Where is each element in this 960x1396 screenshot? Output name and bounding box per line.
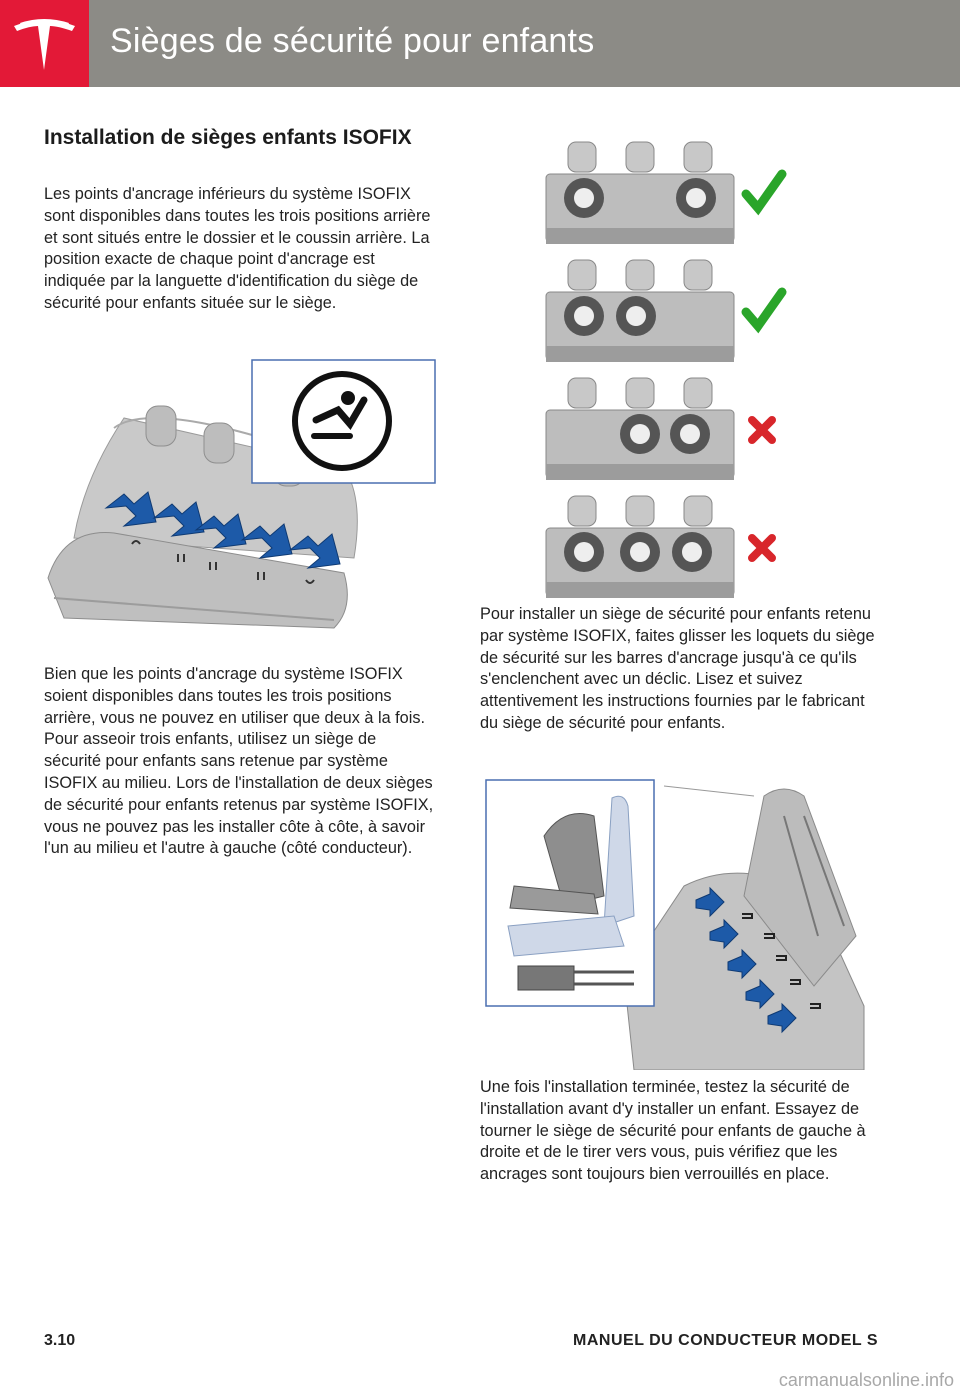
checkmark-icon	[746, 292, 782, 326]
seat-combination-figure	[540, 136, 800, 598]
latch-installation-figure	[484, 776, 876, 1070]
tesla-logo-icon	[0, 0, 89, 87]
manual-title: MANUEL DU CONDUCTEUR MODEL S	[573, 1332, 878, 1349]
paragraph-anchor-locations: Les points d'ancrage inférieurs du système ISOFIX sont disponibles dans toutes les trois positions arrière et sont situés entre le dossier et le coussin arrière. La position exacte de chaque point d'ancrage est indiquée par la languette d'identification du siège de sécurité pour enfants située sur le siège.	[44, 185, 431, 312]
cross-icon	[752, 420, 772, 440]
page-title: Sièges de sécurité pour enfants	[110, 22, 595, 60]
brand-logo-box	[0, 0, 89, 87]
section-title: Installation de sièges enfants ISOFIX	[44, 126, 412, 149]
paragraph-test-installation: Une fois l'installation terminée, testez la sécurité de l'installation avant d'y installer un enfant. Essayez de tourner le siège de sécurité pour enfants de gauche à droite et de le tirer vers vous, puis vérifiez que les ancrages sont toujours bien verrouillés en place.	[480, 1078, 866, 1184]
cross-icon	[752, 538, 772, 558]
page-header	[0, 0, 960, 87]
checkmark-icon	[746, 174, 782, 208]
paragraph-two-seat-limit: Bien que les points d'ancrage du système ISOFIX soient disponibles dans toutes les trois positions arrière, vous ne pouvez en utiliser que deux à la fois. Pour asseoir trois enfants, utilisez un siège de sécurité pour enfants sans retenue par système ISOFIX au milieu. Lors de l'installation de deux sièges de sécurité pour enfants retenus par système ISOFIX, vous ne pouvez pas les installer côte à côte, à savoir l'un au milieu et l'autre à gauche (côté conducteur).	[44, 665, 434, 858]
paragraph-install-latches: Pour installer un siège de sécurité pour enfants retenu par système ISOFIX, faites glisser les loquets du siège de sécurité sur les barres d'ancrage jusqu'à ce qu'ils s'enclenchent avec un déclic. Lisez et suivez attentivement les instructions fournies par le fabricant du siège de sécurité pour enfants.	[480, 605, 875, 732]
watermark: carmanualsonline.info	[778, 1370, 954, 1390]
page-number: 3.10	[44, 1332, 76, 1349]
rear-seat-anchor-figure	[44, 358, 438, 658]
